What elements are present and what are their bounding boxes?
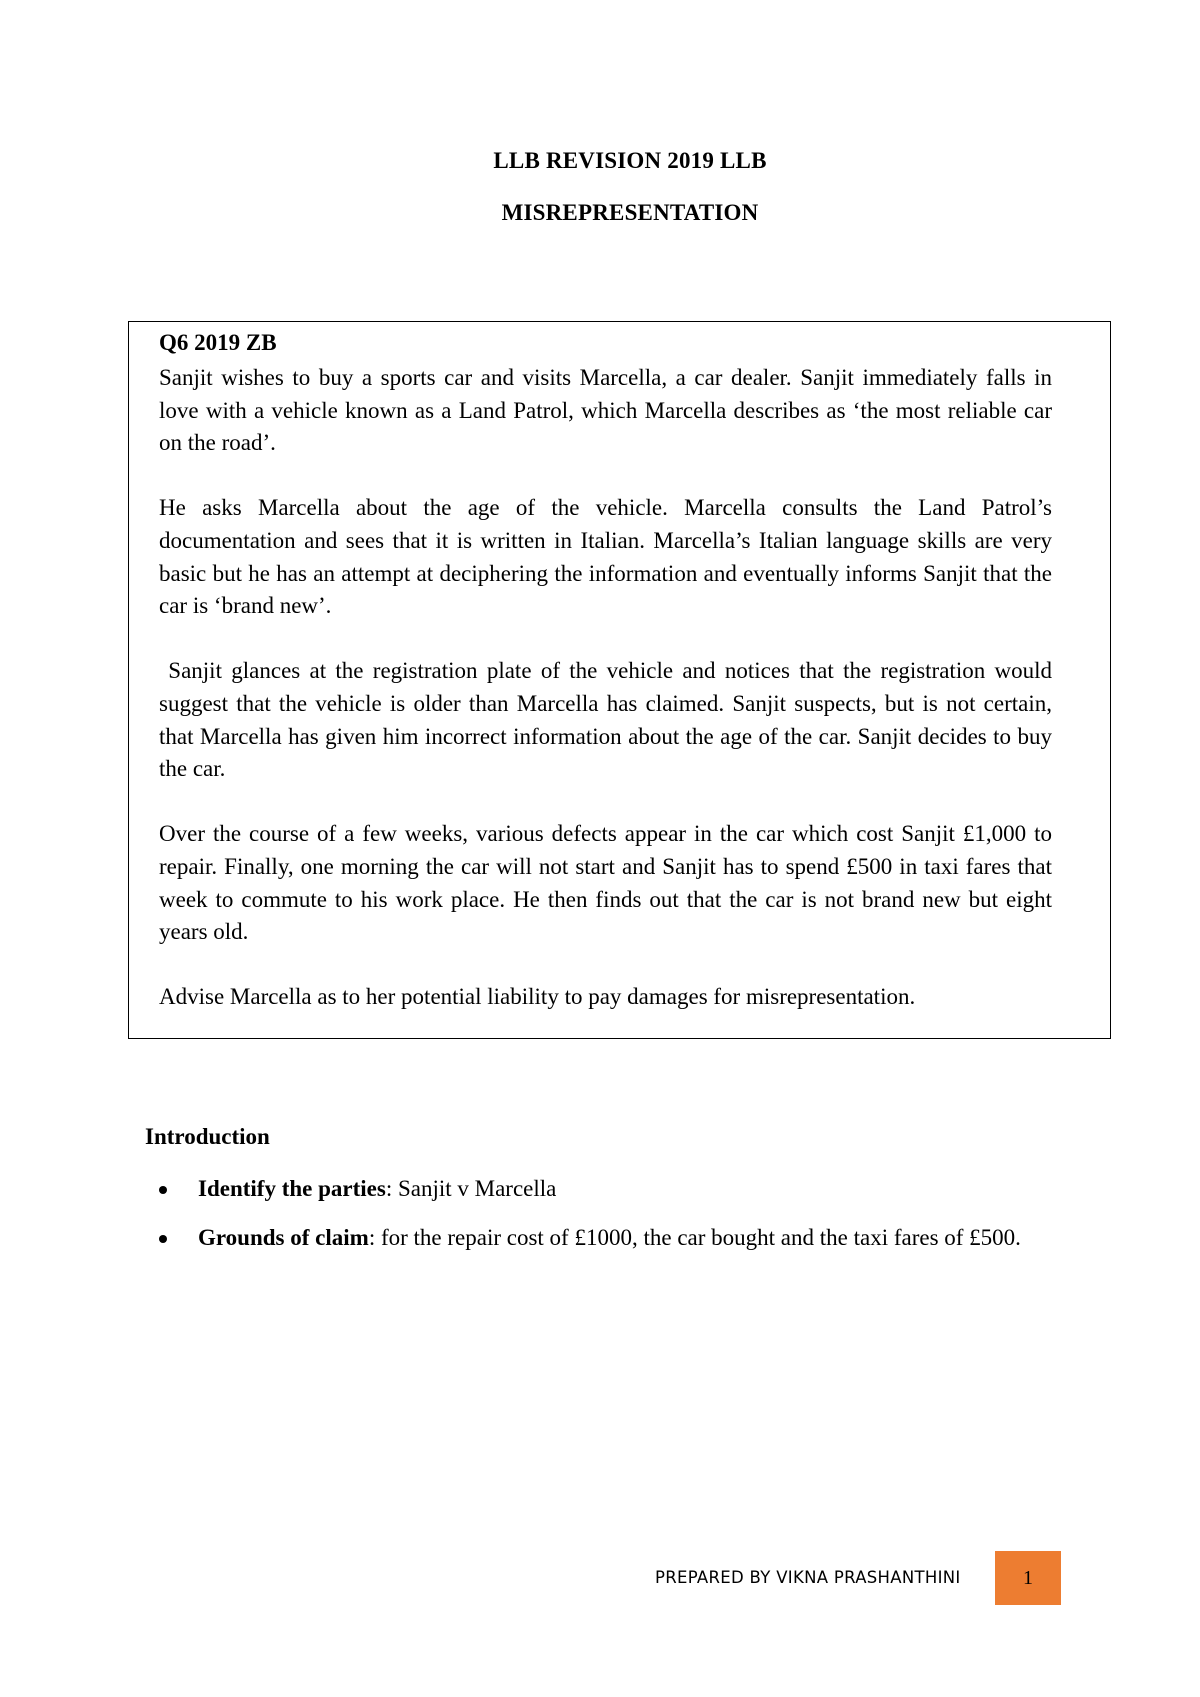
question-paragraph: Sanjit glances at the registration plate of the vehicle and notices that the registration would suggest that the vehicle is older than Marcella has claimed. Sanjit suspects, but is not certain, that Marcella has given him incorrect information about the age of the car. Sanjit decides to buy the car. [159,658,1058,782]
bullet-label: Grounds of claim [198,1224,369,1250]
bullet-text: : for the repair cost of £1000, the car bought and the taxi fares of £500. [368,1224,1021,1250]
question-paragraph: Advise Marcella as to her potential liability to pay damages for misrepresentation. [159,984,916,1010]
question-text [159,362,1058,1014]
page-footer [0,1551,1200,1605]
list-item [145,1222,1145,1255]
question-paragraph: Sanjit wishes to buy a sports car and visits Marcella, a car dealer. Sanjit immediately falls in love with a vehicle known as a Land Patrol, which Marcella describes as ‘the most reliable car on the road’. [159,365,1052,456]
question-paragraph: He asks Marcella about the age of the vehicle. Marcella consults the Land Patrol’s documentation and sees that it is written in Italian. Marcella’s Italian language skills are very basic but he has an attempt at deciphering the information and eventually informs Sanjit that the car is ‘brand new’. [159,495,1052,619]
introduction-list [145,1173,1145,1270]
bullet-icon [159,1235,167,1243]
question-heading: Q6 2019 ZB [159,330,277,355]
question-box [128,321,1111,1039]
list-item [145,1173,1145,1206]
bullet-label: Identify the parties [198,1176,386,1201]
document-title: LLB REVISION 2019 LLB [493,148,767,173]
page-number-badge [995,1551,1061,1605]
bullet-text: : Sanjit v Marcella [385,1176,557,1201]
page-number: 1 [1023,1566,1033,1589]
question-paragraph: Over the course of a few weeks, various defects appear in the car which cost Sanjit £1,000 to repair. Finally, one morning the car will not start and Sanjit has to spend £500 in taxi fares that week to commute to his work place. He then finds out that the car is not brand new but eight years old. [159,821,1052,945]
prepared-by-text: PREPARED BY VIKNA PRASHANTHINI [655,1568,961,1587]
introduction-heading: Introduction [145,1124,270,1149]
bullet-icon [159,1186,167,1194]
document-subtitle: MISREPRESENTATION [501,200,759,225]
